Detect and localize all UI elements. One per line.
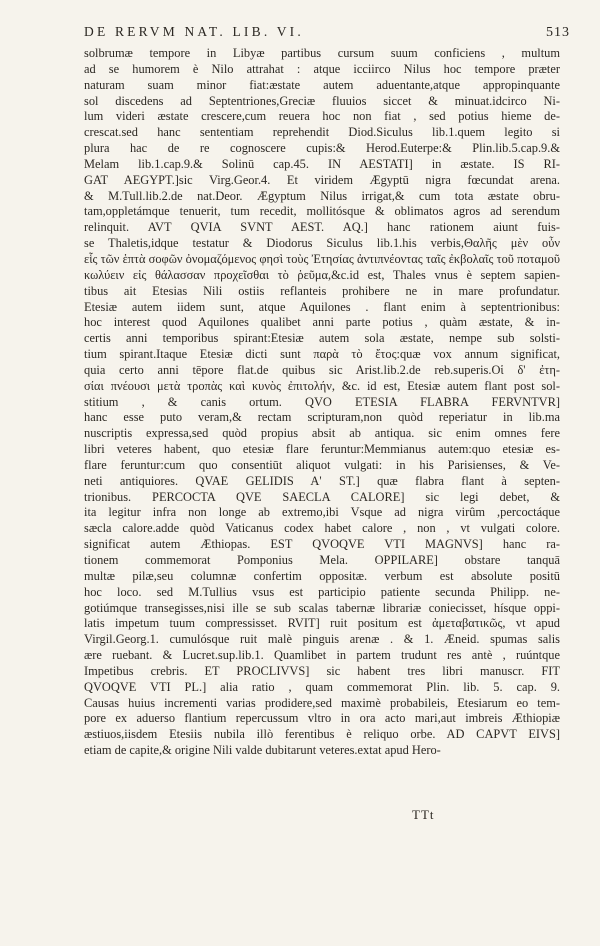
text-line: σίαι πνέουσι μετὰ τροπὰς καὶ κυνὸς ἐπιτολήν, &c. id est, Etesiæ autem flant post sol- — [84, 378, 560, 393]
text-line: crescat.sed hanc sententiam reprehendit Diod.Siculus lib.1.quem legito si — [84, 125, 560, 140]
text-line: ita legitur infra non longe ab extremo,ibi Vsque ad nigra virûm ,percoctáque — [84, 505, 560, 520]
text-line: flare feruntur:cum quo consentiūt aliquot vulgati: in his Parisienses, & Ve- — [84, 457, 560, 472]
text-line: naturam suam minor fiat:æstate autem aduentante,atque appropinquante — [84, 77, 560, 92]
text-line: hanc esse puto veram,& rectam scripturam,non quòd reperiatur in lib.ma — [84, 410, 560, 425]
text-line: relinquit. AVT QVIA SVNT AEST. AQ.] hanc rationem aiunt fuis- — [84, 220, 560, 235]
text-line: solbrumæ tempore in Libyæ partibus cursum suum conficiens , multum — [84, 46, 560, 60]
text-line: se Thaletis,idque testatur & Diodorus Siculus lib.1.his verbis,Θαλῆς μὲν οὖν — [84, 236, 560, 251]
running-head — [84, 24, 570, 41]
text-line: hoc interest quod Aquilones qualibet anni parte potius , quàm æstate, & in- — [84, 315, 560, 330]
text-line: Causas huius incrementi varias prodidere,sed maximè probabileis, Etesiarum eo tem- — [84, 695, 560, 710]
text-line: Etesiæ autem iidem sunt, atque Aquilones . flant enim à septentrionibus: — [84, 299, 560, 314]
text-line: tibus ait Etesias Nili ostiis reflanteis prohibere ne in mare profundatur. — [84, 283, 560, 298]
text-line: sæcla calore.adde quòd Vaticanus codex habet calore , non , vt vulgati colore. — [84, 521, 560, 536]
text-line: tionem commemorat Pomponius Mela. OPPILARE] obstare tanquā — [84, 553, 560, 567]
text-line: latis impetum tuum compressisset. RVIT] ruit positum est ἀμεταβατικῶς, vt apud — [84, 616, 560, 631]
text-line: æstiuos,iisdem Etesiis nubila illò ferentibus è reliquo orbe. AD CAPVT EIVS] — [84, 727, 560, 742]
text-line: ad se humorem è Nilo attrahat : atque icciirco Nilus hoc tempore præter — [84, 61, 560, 76]
text-line: ære ruebant. & Lucret.sup.lib.1. Quamlibet in partem trudunt res antè , ruúntque — [84, 648, 560, 663]
text-line: pore ex aduerso flantium repercussum vltro in ora acto mari,aut imbreis Æthiopiæ — [84, 711, 560, 726]
text-line: hoc loco. sed M.Tullius vsus est participio patiente secunda Philipp. ne- — [84, 584, 560, 599]
text-line: trionibus. PERCOCTA QVE SAECLA CALORE] sic legi debet, & — [84, 489, 560, 504]
text-line: plura hac de re cognoscere cupis:& Herod.Euterpe:& Plin.lib.5.cap.9.& — [84, 141, 560, 156]
text-line: & M.Tull.lib.2.de nat.Deor. Ægyptum Nilus irrigat,& cum tota æstate obru- — [84, 188, 560, 203]
text-line: Virgil.Georg.1. cumulósque ruit malè pinguis arenæ . & 1. Æneid. spumas salis — [84, 632, 560, 647]
page-number: 513 — [546, 25, 570, 40]
commentary-text — [84, 46, 560, 759]
text-line: etiam de capite,& origine Nili valde dubitarunt veteres.extat apud Hero- — [84, 743, 441, 758]
text-line: tam,oppletámque tenuerit, tum recedit, mollitósque & oblimatos agros ad serendum — [84, 204, 560, 219]
text-line: libri veteres habent, quo etesiæ flare feruntur:Memmianus autem:quo etesiæ es- — [84, 442, 560, 457]
text-line: QVOQVE VTI PL.] alia ratio , quam commemorat Plin. lib. 5. cap. 9. — [84, 679, 560, 694]
text-line: lum videri æstate crescere,cum reuera hoc non fiat , sed potius hieme de- — [84, 109, 560, 124]
text-line: Melam lib.1.cap.9.& Solinū cap.45. IN AESTATI] in æstate. IS RI- — [84, 156, 560, 171]
text-line: nuscriptis expressa,sed quòd propius absit ab antiqua. sic enim omnes fere — [84, 426, 560, 441]
text-line: multæ pilæ,seu columnæ confertim oppositæ. verbum est absolute positū — [84, 568, 560, 583]
text-line: quia certo anni tēpore flat.de quibus sic Arist.lib.2.de reb.superis.Οἱ δ' ἐτη- — [84, 362, 560, 377]
text-line: certis anni temporibus spirant:Etesiæ autem sola æstate, nempe sub solsti- — [84, 331, 560, 346]
text-line: significat autem Æthiopas. EST QVOQVE VTI MAGNVS] hanc ra- — [84, 537, 560, 552]
signature-mark: TTt — [412, 807, 435, 822]
text-line: Impetibus crebris. ET PROCLIVVS] sic habent tres libri manuscr. FIT — [84, 663, 560, 678]
text-line: GAT AEGYPT.]sic Virg.Geor.4. Et viridem Ægyptū nigra fœcundat arena. — [84, 172, 560, 187]
text-line: κωλύειν εἰς θάλασσαν προχεῖσθαι τὸ ῥεῦμα,&c.id est, Thales vnus è septem sapien- — [84, 267, 560, 282]
text-line: gotiúmque transegisses,nisi ille se sub scalas tabernæ librariæ coniecisset, hísque oppi- — [84, 600, 560, 615]
text-line: tium spirant.Itaque Etesiæ dicti sunt παρὰ τὸ ἔτος:quæ vox annum significat, — [84, 347, 560, 362]
text-line: stitium , & canis ortum. QVO ETESIA FLABRA FERVNTVR] — [84, 394, 560, 409]
text-line: sol discedens ad Septentriones,Greciæ fluuios siccet & minuat.idcirco Ni- — [84, 93, 560, 108]
running-title: DE RERVM NAT. LIB. VI. — [84, 24, 304, 39]
text-line: neti antiquiores. QVAE GELIDIS A' ST.] quæ flabra flant à septen- — [84, 473, 560, 488]
text-line: εἷς τῶν ἑπτὰ σοφῶν ὀνομαζόμενος φησὶ τοὺς Ἐτησίας ἀντιπνέοντας ταῖς ἐκβολαῖς τοῦ ποταμοῦ — [84, 251, 560, 266]
